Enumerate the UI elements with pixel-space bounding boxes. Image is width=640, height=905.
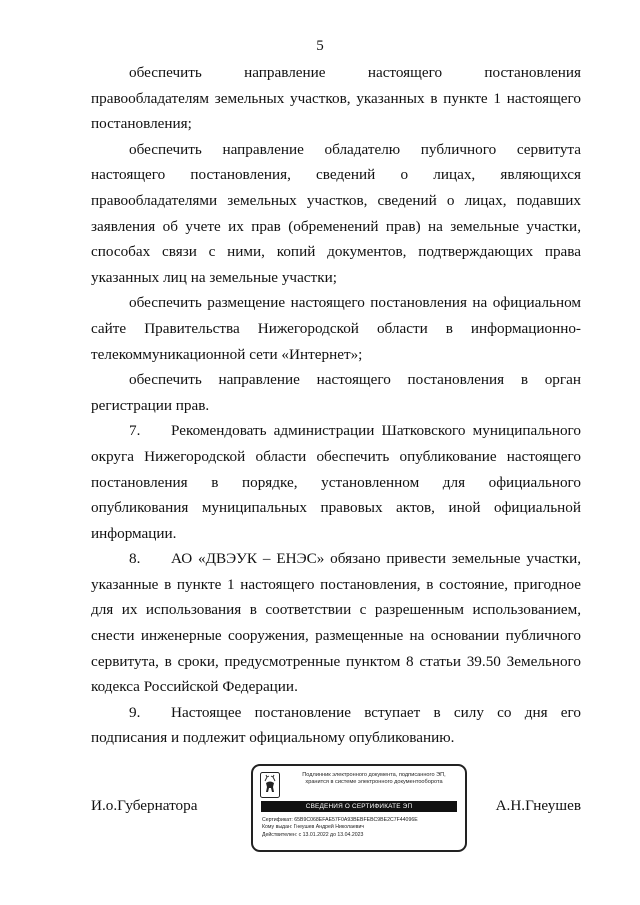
paragraph: обеспечить направление настоящего постановления в орган регистрации прав. [91, 371, 581, 414]
nizhny-novgorod-deer-emblem-icon [260, 772, 280, 798]
stamp-header-line: Подлинник электронного документа, подписанного ЭП, [302, 772, 446, 778]
item-text: Настоящее постановление вступает в силу со дня его подписания и подлежит официальному опубликованию. [91, 703, 581, 747]
signatory-position: И.о.Губернатора [91, 797, 198, 814]
paragraph: обеспечить направление обладателю публичного сервитута настоящего постановления, сведений о лицах, являющихся правообладателями земельных участков, сведений о лицах, подавших заявления об учете их прав (обременений прав) на земельные участки, способах связи с ними, копий документов, подтверждающих права указанных лиц на земельные участки; [91, 140, 581, 286]
certificate-title-bar: СВЕДЕНИЯ О СЕРТИФИКАТЕ ЭП [261, 801, 457, 812]
certificate-serial: Сертификат: 65B9C068EFAE57F0A93BEBFEBC9BE2C7F44096E [262, 817, 418, 823]
stamp-header [285, 772, 463, 786]
numbered-item [91, 418, 581, 546]
item-number: 8. [129, 550, 141, 568]
certificate-owner: Кому выдан: Гнеушев Андрей Николаевич [262, 824, 365, 831]
item-number: 7. [129, 422, 141, 440]
numbered-item [91, 700, 581, 751]
electronic-signature-stamp [251, 764, 467, 852]
document-body [91, 60, 581, 751]
item-number: 9. [129, 703, 141, 721]
item-text: Рекомендовать администрации Шатковского муниципального округа Нижегородской области обеспечить опубликование настоящего постановления в порядке, установленном для официального опубликования муниципальных правовых актов, иной официальной информации. [91, 422, 581, 542]
certificate-details [262, 817, 462, 839]
stamp-header-line: хранится в системе электронного документооборота [305, 779, 443, 785]
paragraph: обеспечить размещение настоящего постановления на официальном сайте Правительства Нижегородской области в информационно-телекоммуникационной сети «Интернет»; [91, 294, 581, 363]
page-number: 5 [316, 38, 324, 54]
signatory-name: А.Н.Гнеушев [495, 797, 581, 814]
numbered-item [91, 546, 581, 700]
paragraph: обеспечить направление настоящего постановления правообладателям земельных участков, указанных в пункте 1 настоящего постановления; [91, 64, 581, 133]
item-text: АО «ДВЭУК – ЕНЭС» обязано привести земельные участки, указанные в пункте 1 настоящего постановления, в состояние, пригодное для их использования в соответствии с разрешенным использованием, снести инженерные сооружения, размещенные на основании публичного сервитута, в сроки, предусмотренные пунктом 8 статьи 39.50 Земельного кодекса Российской Федерации. [91, 550, 581, 696]
certificate-validity: Действителен: с 13.01.2022 до 13.04.2023 [262, 831, 364, 838]
